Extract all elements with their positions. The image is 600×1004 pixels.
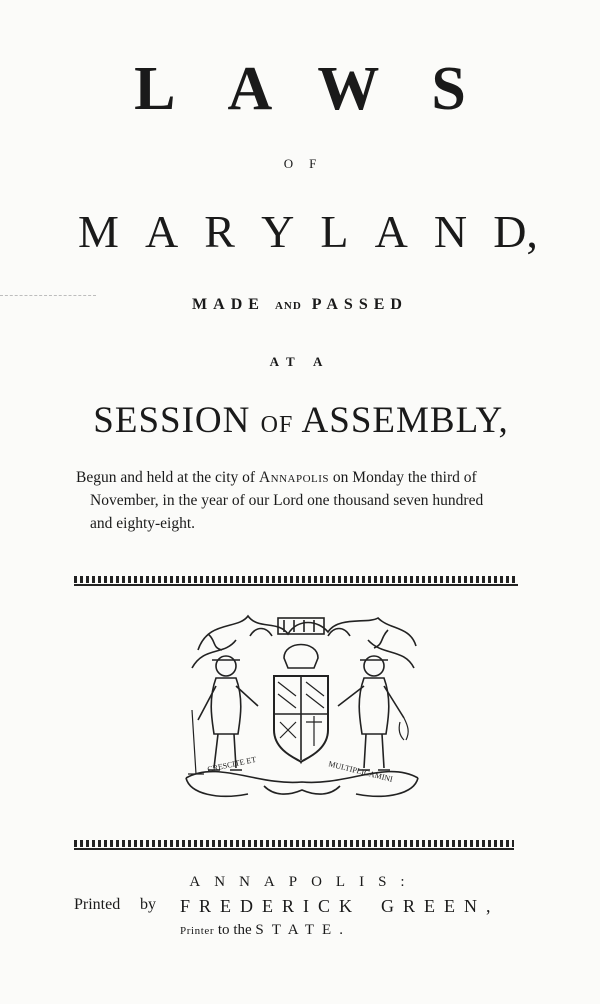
- printer-title: Printer: [180, 925, 215, 937]
- made-and-passed: [0, 296, 600, 314]
- printer-last-name: GREEN,: [381, 896, 500, 916]
- state-letter: M: [78, 206, 119, 257]
- state-letter: D,: [493, 206, 538, 257]
- description-text: on Monday the third of: [332, 469, 477, 486]
- session-word: SESSION: [93, 400, 251, 441]
- made-word: MADE: [192, 296, 265, 313]
- imprint-place: ANNAPOLIS:: [189, 874, 419, 890]
- coat-of-arms-emblem: [178, 610, 426, 806]
- description-line-1: [76, 466, 522, 489]
- motto-left: CRESCITE ET: [206, 754, 257, 774]
- printed-label: Printed: [74, 896, 121, 913]
- city-name: Annapolis: [258, 469, 330, 486]
- description-line-2: November, in the year of our Lord one thousand seven hundred: [90, 492, 484, 509]
- assembly-word: ASSEMBLY,: [301, 400, 509, 441]
- printer-to-the-state: [180, 922, 351, 939]
- state-letter: Y: [261, 206, 295, 257]
- to-word: to: [217, 922, 230, 938]
- passed-word: PASSED: [311, 296, 408, 313]
- at-a: AT A: [269, 354, 331, 369]
- and-word: AND: [274, 300, 302, 312]
- printer-name: [180, 896, 500, 917]
- printer-first-name: FREDERICK: [180, 896, 362, 916]
- state-letter: N: [433, 206, 468, 257]
- description-text: Begun and held at the city of: [76, 469, 256, 486]
- state-name: [78, 208, 538, 256]
- of-word: OF: [260, 412, 294, 438]
- state-letter: R: [204, 206, 235, 257]
- state-letter: A: [144, 206, 179, 257]
- session-of-assembly: [76, 400, 526, 446]
- state-letter: A: [374, 206, 408, 257]
- ornamental-rule-bottom: [74, 840, 514, 852]
- description-line-3: and eighty-eight.: [90, 515, 196, 532]
- state-word: STATE.: [255, 922, 351, 938]
- main-title: LAWS: [134, 55, 518, 123]
- motto-right: MULTIPLICAMINI: [327, 759, 394, 784]
- by-label: by: [140, 896, 156, 913]
- state-letter: L: [320, 206, 349, 257]
- ornamental-rule-top: [74, 576, 518, 587]
- the-word: the: [233, 922, 252, 938]
- session-description: [76, 466, 522, 535]
- title-of: OF: [283, 156, 333, 171]
